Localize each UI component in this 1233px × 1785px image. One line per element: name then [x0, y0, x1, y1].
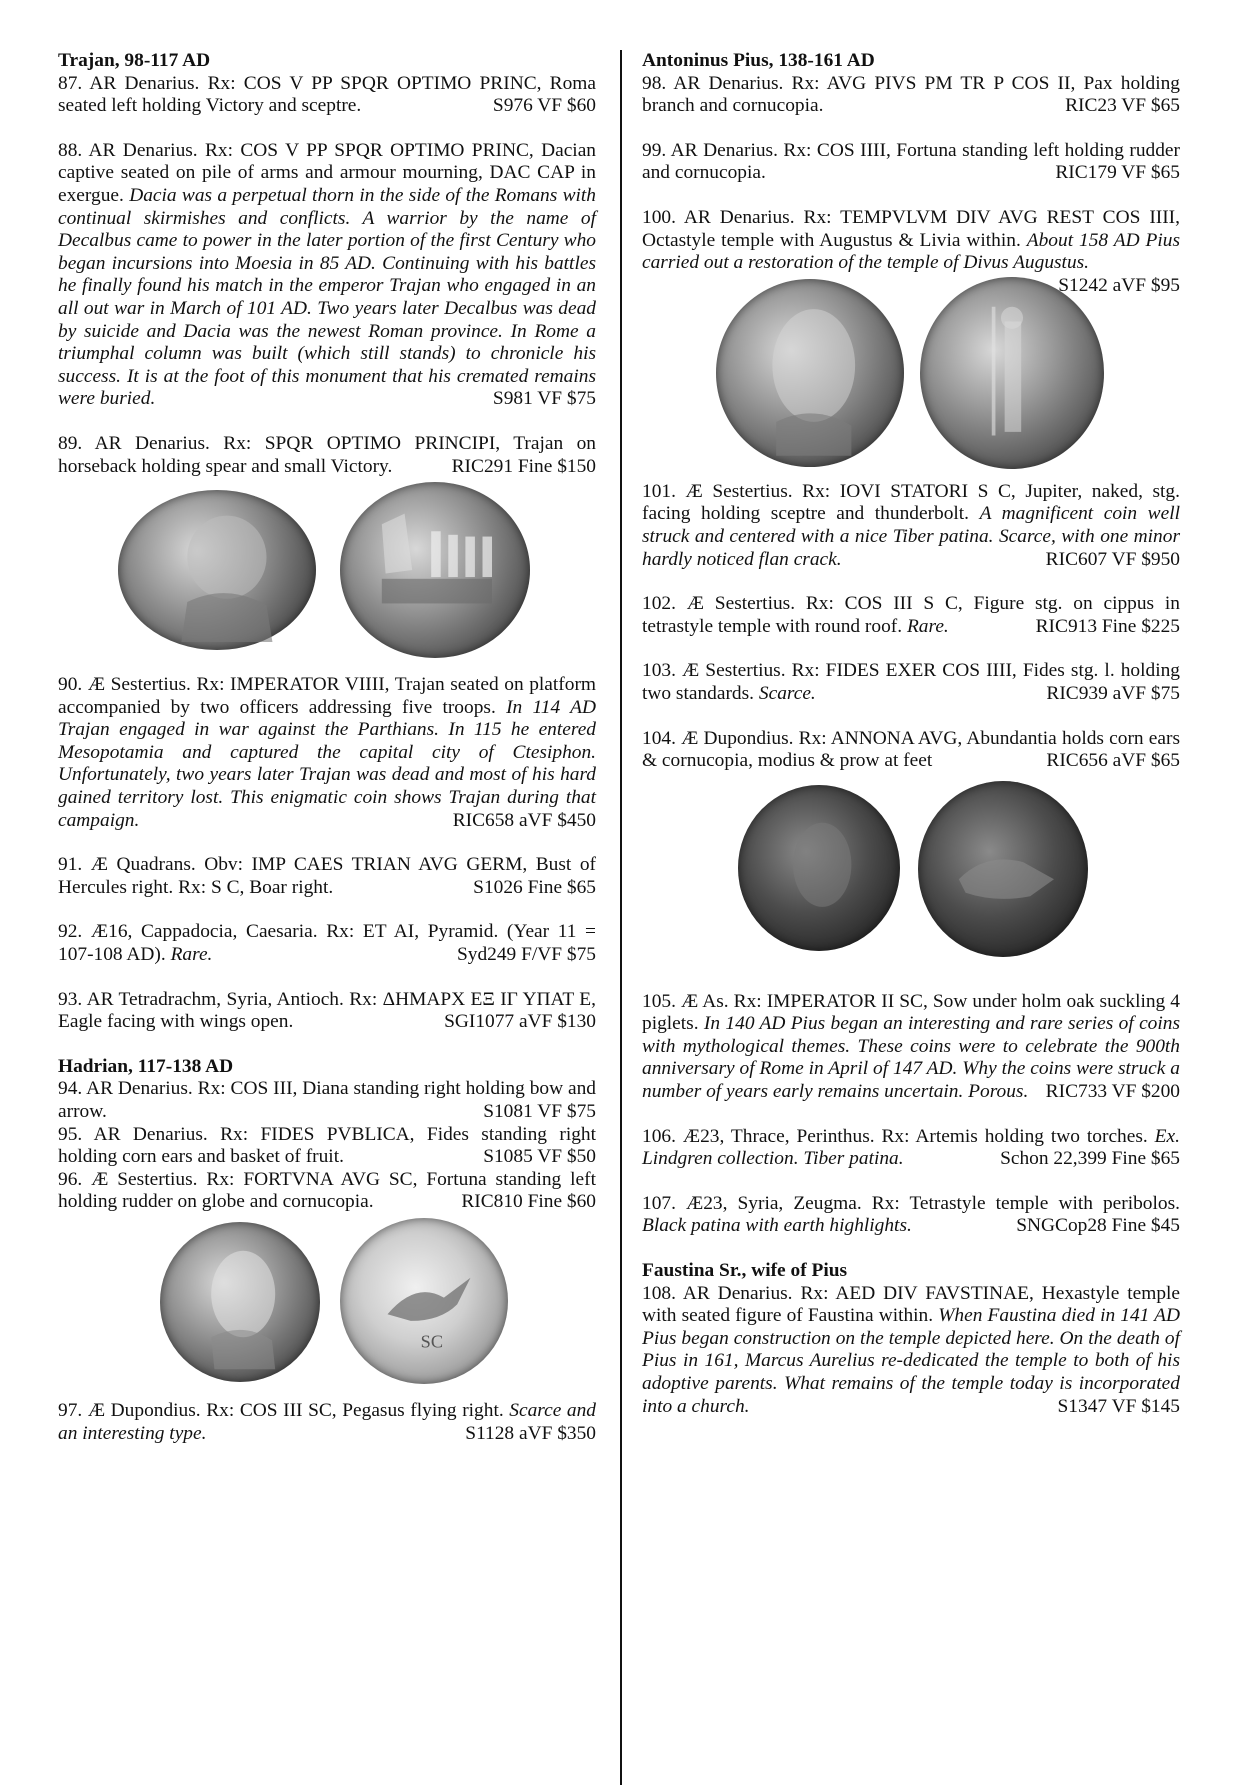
section-heading-trajan: Trajan, 98-117 AD [58, 50, 211, 71]
lot-89: 89. AR Denarius. Rx: SPQR OPTIMO PRINCIPI, Trajan on horseback holding spear and small Victory. RIC291 Fine $150 [58, 432, 596, 477]
right-column [642, 50, 1180, 1418]
section-heading-faustina: Faustina Sr., wife of Pius [642, 1260, 848, 1282]
lot-ref: Schon 22,399 Fine $65 [1000, 1148, 1180, 1170]
lot-ref: RIC810 Fine $60 [461, 1191, 596, 1213]
coin-obverse-image [118, 490, 316, 650]
coin-obverse-image [716, 279, 904, 467]
lot-93: 93. AR Tetradrachm, Syria, Antioch. Rx: ΔΗΜΑΡΧ ΕΞ ΙΓ ΥΠΑΤ Ε, Eagle facing with wings open. SGI1077 aVF $130 [58, 988, 596, 1033]
lot-94: 94. AR Denarius. Rx: COS III, Diana standing right holding bow and arrow. S1081 VF $75 [58, 1078, 596, 1122]
lot-108: 108. AR Denarius. Rx: AED DIV FAVSTINAE, Hexastyle temple with seated figure of Faustina within. When Faustina died in 141 AD Pius began construction on the temple depicted here. On the death of Pius in 161, Marcus Aurelius re-dedicated the temple to both of his adoptive parents. What remains of the temple today is incorporated into a church. S1347 VF $145 [642, 1282, 1181, 1417]
coin-photos-lot-104 [642, 773, 1180, 969]
section-heading-hadrian: Hadrian, 117-138 AD [58, 1055, 234, 1077]
lot-note: Rare. [906, 615, 949, 637]
lot-note: Dacia was a perpetual thorn in the side of the Romans with continual skirmishes and conflicts. A warrior by the name of Decalbus came to power in the later portion of the first Century who began incursions into Moesia in 85 AD. Continuing with his battles he finally found his match in the emperor Trajan who engaged in an all out war in March of 101 AD. Two years later Decalbus was dead by suicide and Dacia was the newest Roman province. In Rome a triumphal column was built (which still stands) to chronicle his success. It is at the foot of this monument that his cremated remains were buried. [58, 184, 596, 410]
lot-107: 107. Æ23, Syria, Zeugma. Rx: Tetrastyle temple with peribolos. Black patina with earth highlights. SNGCop28 Fine $45 [642, 1192, 1180, 1237]
lot-ref: RIC607 VF $950 [1045, 548, 1180, 570]
lot-ref: Syd249 F/VF $75 [456, 944, 596, 966]
lot-100: 100. AR Denarius. Rx: TEMPVLVM DIV AVG REST COS IIII, Octastyle temple with Augustus & Livia within. About 158 AD Pius carried out a restoration of the temple of Divus Augustus. S1242 aVF $95 [642, 206, 1181, 296]
lot-102: 102. Æ Sestertius. Rx: COS III S C, Figure stg. on cippus in tetrastyle temple with round roof. Rare. RIC913 Fine $225 [642, 593, 1180, 637]
lot-99: 99. AR Denarius. Rx: COS IIII, Fortuna standing left holding rudder and cornucopia. RIC179 VF $65 [642, 139, 1180, 184]
coin-reverse-image [340, 482, 530, 658]
lot-ref: S976 VF $60 [492, 95, 596, 117]
coin-reverse-image [340, 1218, 508, 1384]
lot-92: 92. Æ16, Cappadocia, Caesaria. Rx: ET AI, Pyramid. (Year 11 = 107-108 AD). Rare. Syd249 F/VF $75 [58, 921, 596, 966]
lot-96: 96. Æ Sestertius. Rx: FORTVNA AVG SC, Fortuna standing left holding rudder on globe and cornucopia. RIC810 Fine $60 [58, 1168, 596, 1213]
coin-photos-lot-89 [58, 478, 596, 664]
coin-photos-lot-101 [642, 275, 1180, 471]
lot-note: A magnificent coin well struck and centered with a nice Tiber patina. Scarce, with one minor hardly noticed flan crack. [642, 503, 1180, 570]
lot-ref: SNGCop28 Fine $45 [1016, 1215, 1180, 1237]
lot-ref: S1347 VF $145 [1057, 1395, 1180, 1417]
coin-photos-lot-97 [58, 1214, 596, 1390]
lot-note: In 140 AD Pius began an interesting and rare series of coins with mythological themes. These coins were to celebrate the 900th anniversary of Rome in April of 147 AD. Why the coins were struck a number of years early remains uncertain. Porous. [642, 1013, 1180, 1103]
column-divider [620, 50, 622, 1785]
lot-ref: SGI1077 aVF $130 [444, 1011, 596, 1033]
coin-reverse-image [918, 781, 1088, 957]
lot-ref: S1242 aVF $95 [1058, 274, 1180, 296]
lot-ref: S1026 Fine $65 [473, 876, 596, 898]
lot-95: 95. AR Denarius. Rx: FIDES PVBLICA, Fides standing right holding corn ears and basket of fruit. S1085 VF $50 [58, 1123, 597, 1168]
lot-note: Scarce and an interesting type. [58, 1399, 596, 1444]
lot-note: Black patina with earth highlights. [642, 1215, 912, 1237]
lot-ref: S981 VF $75 [492, 388, 596, 410]
lot-note: When Faustina died in 141 AD Pius began construction on the temple depicted here. On the death of Pius in 161, Marcus Aurelius re-dedicated the temple to both of his adoptive parents. What remains of the temple today is incorporated into a church. [642, 1305, 1180, 1417]
lot-note: In 114 AD Trajan engaged in war against the Parthians. In 115 he entered Mesopotamia and captured the capital city of Ctesiphon. Unfortunately, two years later Trajan was dead and most of his hard gained territory lost. This enigmatic coin shows Trajan during that campaign. [58, 696, 596, 831]
lot-ref: RIC656 aVF $65 [1046, 750, 1180, 772]
lot-87: 87. AR Denarius. Rx: COS V PP SPQR OPTIMO PRINC, Roma seated left holding Victory and sceptre. S976 VF $60 [58, 72, 596, 117]
lot-ref: S1081 VF $75 [483, 1101, 596, 1122]
svg-text:SC: SC [420, 1331, 444, 1352]
lot-ref: RIC179 VF $65 [1055, 162, 1180, 184]
lot-106: 106. Æ23, Thrace, Perinthus. Rx: Artemis holding two torches. Ex. Lindgren collection. Tiber patina. Schon 22,399 Fine $65 [642, 1125, 1180, 1170]
lot-note: About 158 AD Pius carried out a restoration of the temple of Divus Augustus. [642, 229, 1181, 274]
lot-101: 101. Æ Sestertius. Rx: IOVI STATORI S C, Jupiter, naked, stg. facing holding sceptre and thunderbolt. A magnificent coin well struck and centered with a nice Tiber patina. Scarce, with one minor hardly noticed flan crack. RIC607 VF $950 [642, 480, 1180, 570]
lot-88: 88. AR Denarius. Rx: COS V PP SPQR OPTIMO PRINC, Dacian captive seated on pile of arms and armour mourning, DAC CAP in exergue. Dacia was a perpetual thorn in the side of the Romans with continual skirmishes and conflicts. A warrior by the name of Decalbus came to power in the later portion of the first Century who began incursions into Moesia in 85 AD. Continuing with his battles he finally found his match in the emperor Trajan who engaged in an all out war in March of 101 AD. Two years later Decalbus was dead by suicide and Dacia was the newest Roman province. In Rome a triumphal column was built (which still stands) to chronicle his success. It is at the foot of this monument that his cremated remains were buried. S981 VF $75 [58, 139, 596, 410]
lot-104: 104. Æ Dupondius. Rx: ANNONA AVG, Abundantia holds corn ears & cornucopia, modius & prow at feet RIC656 aVF $65 [642, 727, 1180, 772]
lot-note: Rare. [170, 944, 213, 966]
lot-ref: S1128 aVF $350 [465, 1422, 596, 1444]
lot-91: 91. Æ Quadrans. Obv: IMP CAES TRIAN AVG GERM, Bust of Hercules right. Rx: S C, Boar right. S1026 Fine $65 [58, 854, 596, 898]
lot-90: 90. Æ Sestertius. Rx: IMPERATOR VIIII, Trajan seated on platform accompanied by two officers addressing five troops. In 114 AD Trajan engaged in war against the Parthians. In 115 he entered Mesopotamia and captured the capital city of Ctesiphon. Unfortunately, two years later Trajan was dead and most of his hard gained territory lost. This enigmatic coin shows Trajan during that campaign. RIC658 aVF $450 [58, 674, 596, 831]
lot-ref: RIC23 VF $65 [1065, 95, 1180, 117]
lot-ref: S1085 VF $50 [483, 1146, 596, 1168]
lot-ref: RIC291 Fine $150 [451, 455, 596, 477]
lot-note: Ex. Lindgren collection. Tiber patina. [642, 1125, 1180, 1170]
left-column [58, 50, 596, 1445]
lot-98: 98. AR Denarius. Rx: AVG PIVS PM TR P COS II, Pax holding branch and cornucopia. RIC23 VF $65 [642, 72, 1180, 117]
lot-ref: RIC658 aVF $450 [452, 809, 596, 831]
coin-reverse-image [920, 277, 1104, 469]
lot-note: Scarce. [758, 682, 816, 704]
lot-97: 97. Æ Dupondius. Rx: COS III SC, Pegasus flying right. Scarce and an interesting type. S1128 aVF $350 [58, 1399, 596, 1444]
coin-obverse-image [738, 785, 900, 951]
section-heading-antoninus-pius: Antoninus Pius, 138-161 AD [642, 50, 875, 71]
lot-103: 103. Æ Sestertius. Rx: FIDES EXER COS IIII, Fides stg. l. holding two standards. Scarce. RIC939 aVF $75 [642, 660, 1180, 704]
lot-ref: RIC939 aVF $75 [1046, 682, 1180, 704]
coin-obverse-image [160, 1222, 320, 1382]
lot-ref: RIC733 VF $200 [1045, 1081, 1180, 1103]
lot-105: 105. Æ As. Rx: IMPERATOR II SC, Sow under holm oak suckling 4 piglets. In 140 AD Pius began an interesting and rare series of coins with mythological themes. These coins were to celebrate the 900th anniversary of Rome in April of 147 AD. Why the coins were struck a number of years early remains uncertain. Porous. RIC733 VF $200 [642, 990, 1180, 1103]
lot-ref: RIC913 Fine $225 [1035, 615, 1180, 637]
